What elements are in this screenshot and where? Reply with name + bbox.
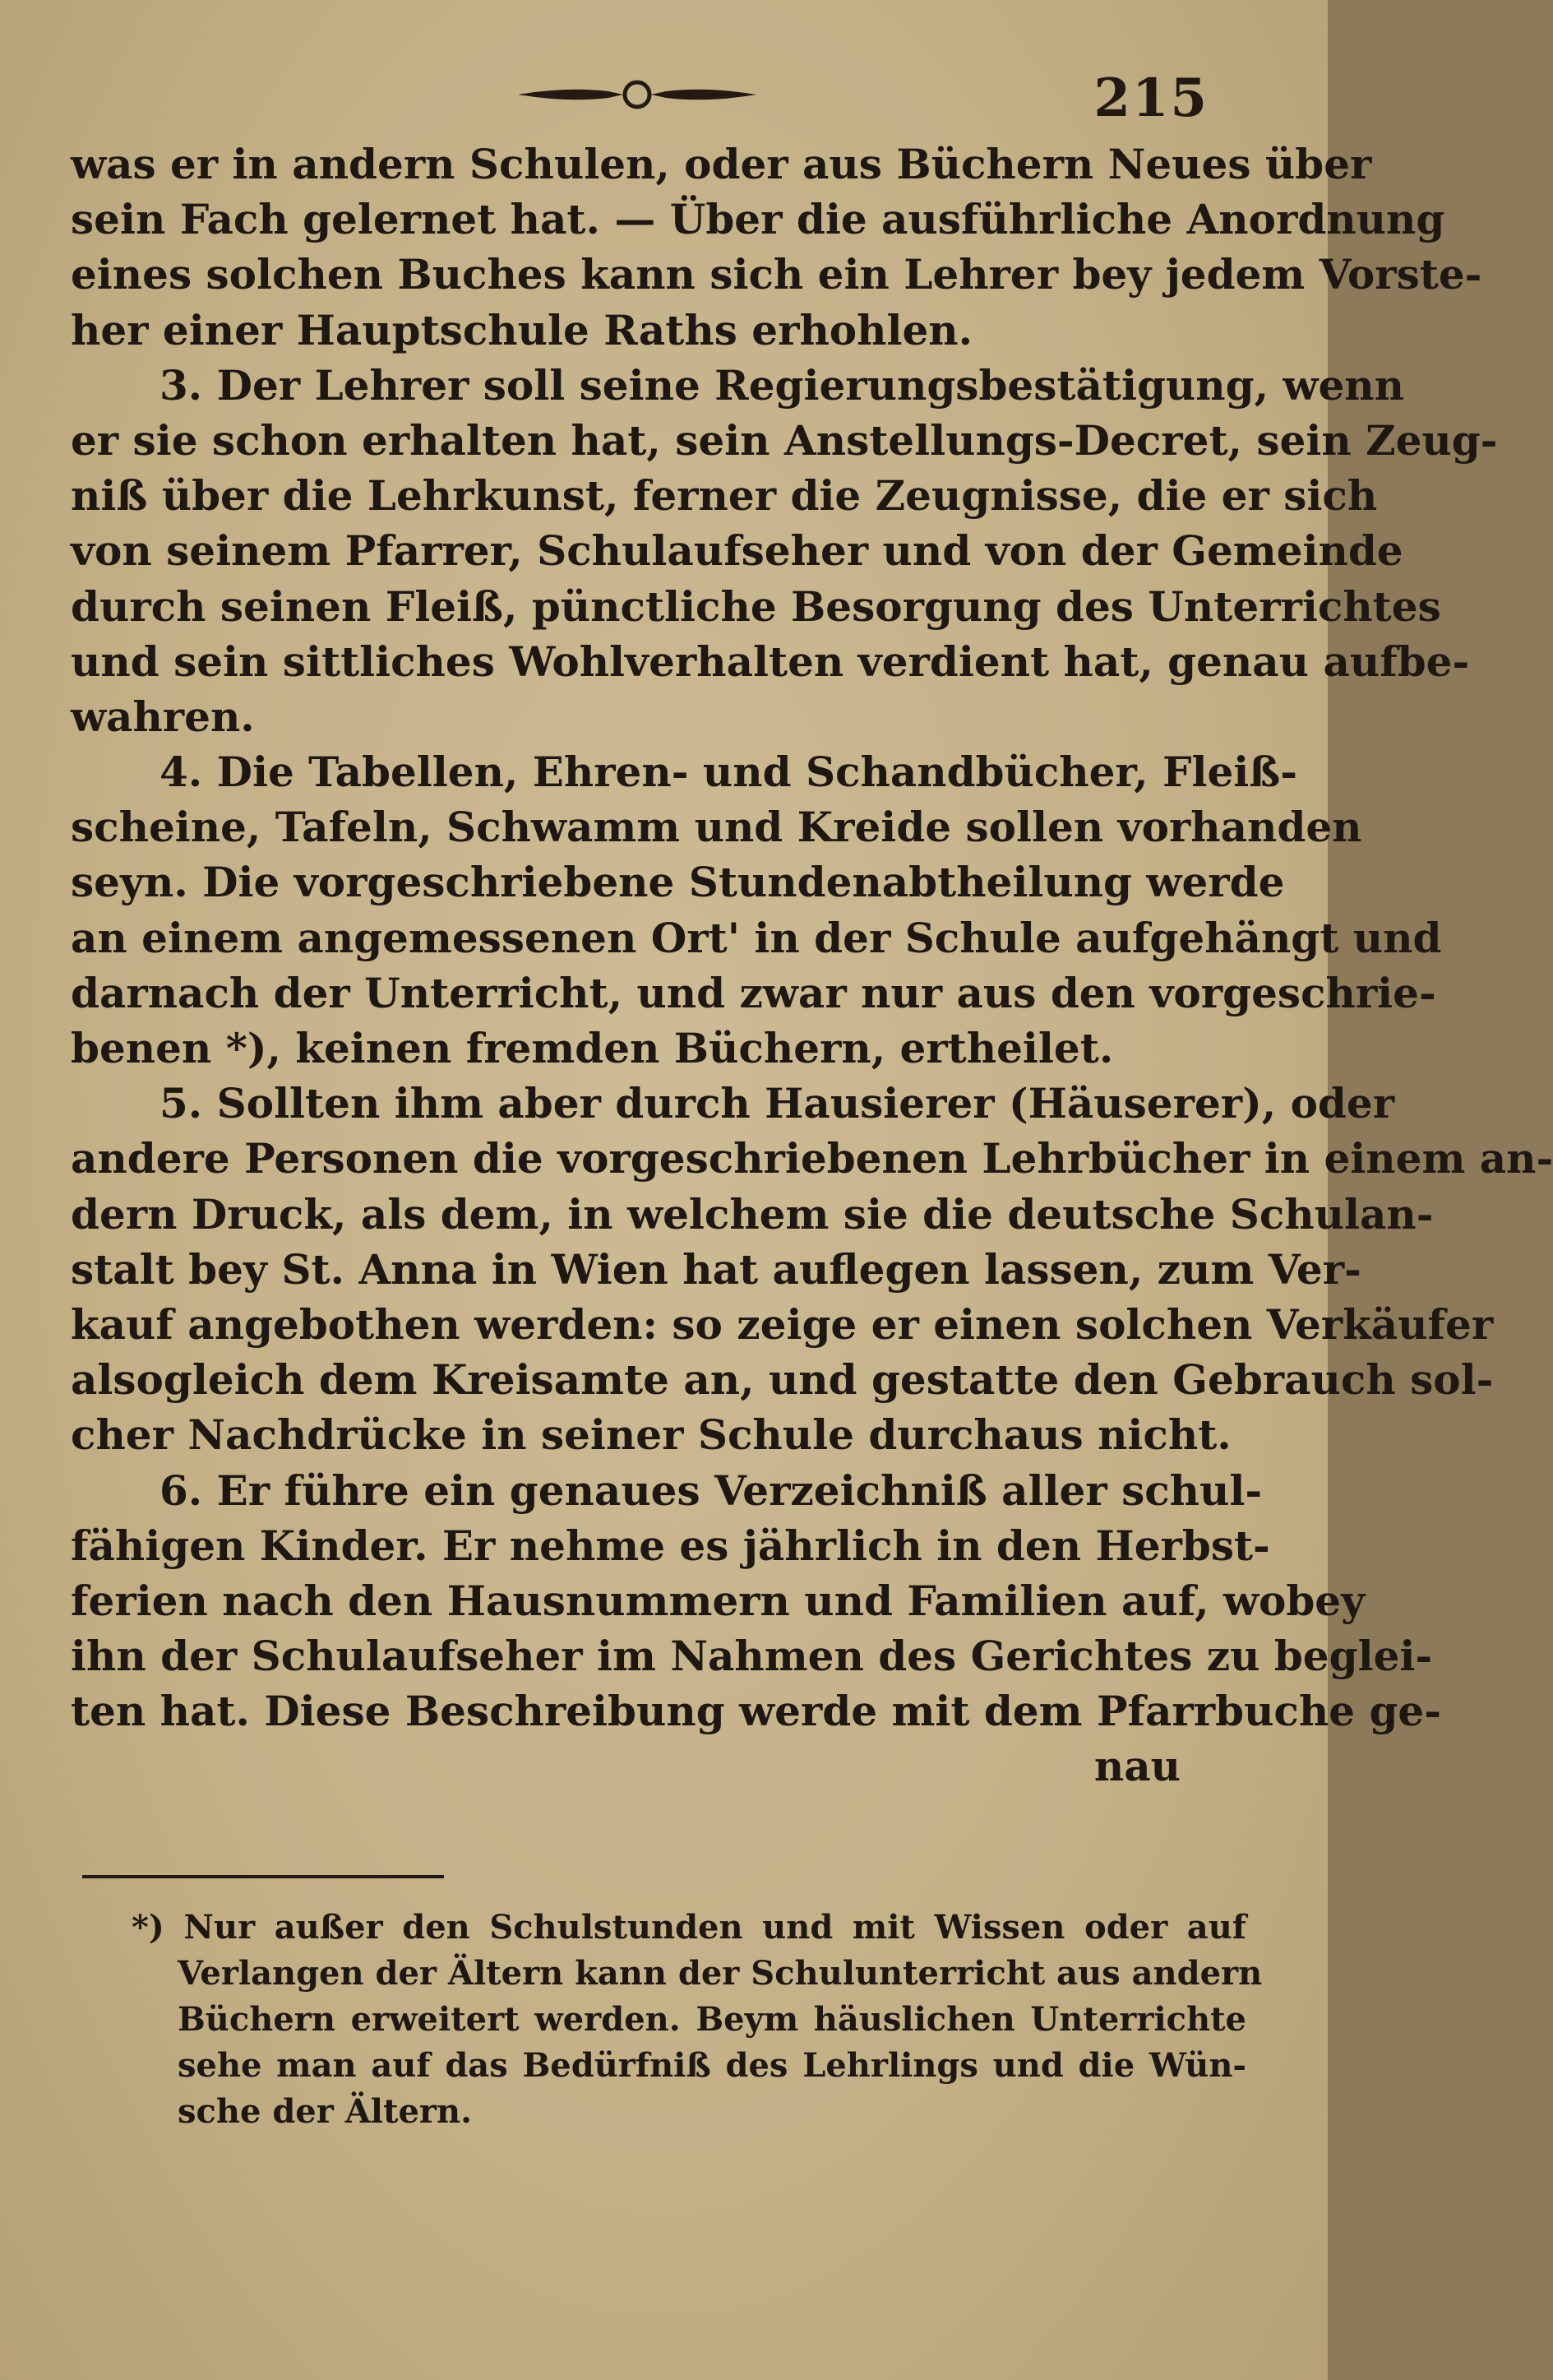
text-line: dern Druck, als dem, in welchem sie die deutsche Schulan- bbox=[71, 1189, 1434, 1239]
footnote-line: sche der Ältern. bbox=[178, 2092, 472, 2131]
text-line: stalt bey St. Anna in Wien hat auflegen lassen, zum Ver- bbox=[71, 1244, 1361, 1294]
footnote-divider bbox=[82, 1875, 444, 1878]
paragraph-6-start: 6. Er führe ein genaues Verzeichniß aller schul- bbox=[159, 1466, 1263, 1515]
paragraph-4-start: 4. Die Tabellen, Ehren- und Schandbücher, Fleiß- bbox=[159, 748, 1298, 797]
text-line: seyn. Die vorgeschriebene Stundenabtheilung werde bbox=[71, 858, 1285, 907]
text-line: fähigen Kinder. Er nehme es jährlich in den Herbst- bbox=[71, 1521, 1270, 1570]
paragraph-3-start: 3. Der Lehrer soll seine Regierungsbestätigung, wenn bbox=[159, 360, 1404, 410]
text-line: darnach der Unterricht, und zwar nur aus den vorgeschrie- bbox=[71, 968, 1436, 1017]
text-line: alsogleich dem Kreisamte an, und gestatte den Gebrauch sol- bbox=[71, 1355, 1494, 1405]
text-line: ihn der Schulaufseher im Nahmen des Gerichtes zu beglei- bbox=[71, 1632, 1433, 1681]
text-line: niß über die Lehrkunst, ferner die Zeugnisse, die er sich bbox=[71, 471, 1378, 521]
text-line: er sie schon erhalten hat, sein Anstellungs-Decret, sein Zeug- bbox=[71, 415, 1498, 465]
footnote-line: Büchern erweitert werden. Beym häuslichen Unterrichte bbox=[178, 2000, 1246, 2039]
text-line: her einer Hauptschule Raths erhohlen. bbox=[71, 305, 973, 354]
text-line: andere Personen die vorgeschriebenen Lehrbücher in einem an- bbox=[71, 1134, 1553, 1183]
catchword: nau bbox=[1093, 1742, 1181, 1791]
footnote-line: Verlangen der Ältern kann der Schulunterricht aus andern bbox=[178, 1954, 1263, 1993]
text-line: cher Nachdrücke in seiner Schule durchaus nicht. bbox=[71, 1410, 1232, 1460]
text-line: und sein sittliches Wohlverhalten verdient hat, genau aufbe- bbox=[71, 637, 1470, 686]
text-line: scheine, Tafeln, Schwamm und Kreide sollen vorhanden bbox=[71, 803, 1362, 852]
footnote-line: sehe man auf das Bedürfniß des Lehrlings und die Wün- bbox=[178, 2046, 1246, 2085]
header-ornament-icon bbox=[518, 78, 756, 111]
footnote-line: *) Nur außer den Schulstunden und mit Wissen oder auf bbox=[132, 1908, 1246, 1947]
footnote bbox=[132, 1905, 1263, 2135]
page-number: 215 bbox=[1093, 67, 1209, 129]
text-line: ten hat. Diese Beschreibung werde mit dem Pfarrbuche ge- bbox=[71, 1687, 1441, 1736]
text-line: eines solchen Buches kann sich ein Lehrer bey jedem Vorste- bbox=[71, 250, 1482, 299]
text-line: wahren. bbox=[71, 692, 255, 741]
page-header bbox=[0, 33, 1328, 129]
text-line: ferien nach den Hausnummern und Familien auf, wobey bbox=[71, 1576, 1366, 1625]
main-text bbox=[71, 137, 1553, 1794]
paragraph-5-start: 5. Sollten ihm aber durch Hausierer (Häuserer), oder bbox=[159, 1079, 1395, 1128]
text-line: kauf angebothen werden: so zeige er einen solchen Verkäufer bbox=[71, 1299, 1494, 1349]
text-line: durch seinen Fleiß, pünctliche Besorgung des Unterrichtes bbox=[71, 581, 1441, 631]
text-line: was er in andern Schulen, oder aus Büchern Neues über bbox=[71, 140, 1372, 188]
text-line: sein Fach gelernet hat. — Über die ausführliche Anordnung bbox=[71, 195, 1445, 244]
text-line: von seinem Pfarrer, Schulaufseher und von der Gemeinde bbox=[71, 526, 1403, 576]
text-line: an einem angemessenen Ort' in der Schule aufgehängt und bbox=[71, 913, 1442, 962]
text-line: benen *), keinen fremden Büchern, ertheilet. bbox=[71, 1024, 1114, 1072]
